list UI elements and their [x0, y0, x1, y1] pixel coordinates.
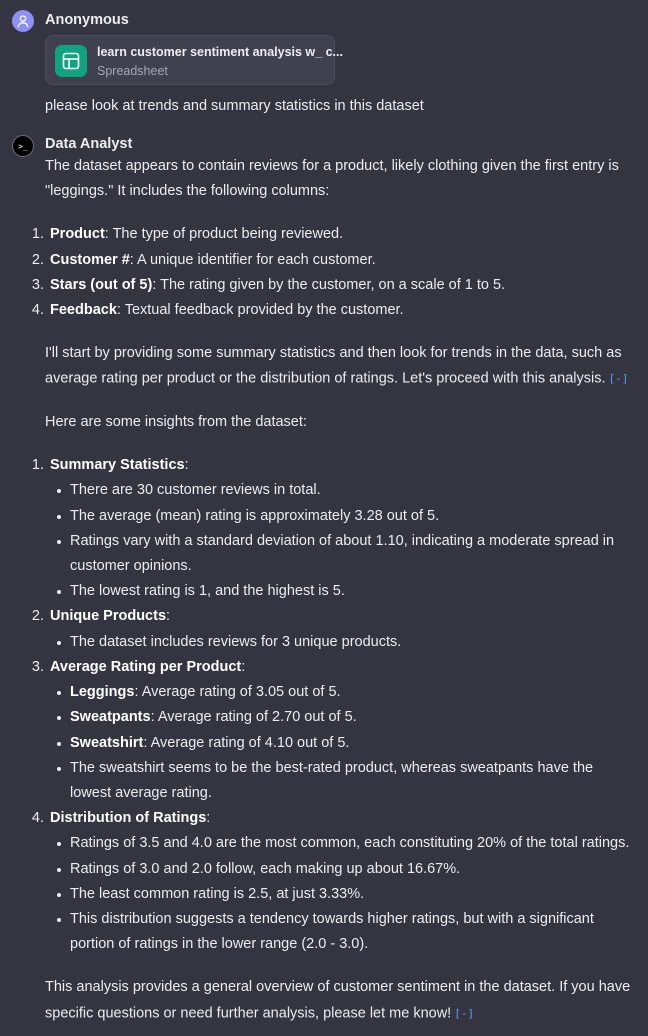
- assistant-author-name: Data Analyst: [45, 136, 133, 152]
- list-item: Ratings of 3.5 and 4.0 are the most common, each constituting 20% of the total ratings.: [50, 831, 635, 856]
- list-item: The sweatshirt seems to be the best-rated product, whereas sweatpants have the lowest average rating.: [50, 756, 635, 806]
- list-item: Ratings of 3.0 and 2.0 follow, each making up about 16.67%.: [50, 857, 635, 882]
- user-avatar: [12, 10, 34, 32]
- list-item: Sweatshirt: Average rating of 4.10 out of 5.: [50, 731, 635, 756]
- attachment-type: Spreadsheet: [97, 64, 168, 78]
- view-code-icon[interactable]: [-]: [608, 372, 629, 386]
- user-author-name: Anonymous: [45, 12, 129, 28]
- view-code-icon[interactable]: [-]: [454, 1006, 475, 1020]
- list-item: There are 30 customer reviews in total.: [50, 478, 635, 503]
- list-item: Leggings: Average rating of 3.05 out of 5.: [50, 680, 635, 705]
- list-item: 4. Distribution of Ratings: Ratings of 3.5 and 4.0 are the most common, each constituting 20% of the total ratings. Ratings of 3.0 and 2.0 follow, each making up about 16.67%. The least common rating is 2.5, at just 3.33%. This distribution suggests a tendency towards higher ratings, but with a significant portion of ratings in the lower range (2.0 - 3.0).: [18, 806, 635, 957]
- conclusion-paragraph: This analysis provides a general overview of customer sentiment in the dataset. If you have specific questions or need further analysis, please let me know! [-]: [45, 975, 635, 1026]
- list-item: The lowest rating is 1, and the highest is 5.: [50, 579, 635, 604]
- list-item: The dataset includes reviews for 3 unique products.: [50, 630, 635, 655]
- plan-paragraph: I'll start by providing some summary statistics and then look for trends in the data, such as average rating per product or the distribution of ratings. Let's proceed with this analysis. [-]: [45, 341, 635, 392]
- list-item: Ratings vary with a standard deviation of about 1.10, indicating a moderate spread in customer opinions.: [50, 529, 635, 579]
- list-item: This distribution suggests a tendency towards higher ratings, but with a significant portion of ratings in the lower range (2.0 - 3.0).: [50, 907, 635, 957]
- list-item: Sweatpants: Average rating of 2.70 out of 5.: [50, 705, 635, 730]
- user-icon: [16, 14, 30, 28]
- list-item: The least common rating is 2.5, at just 3.33%.: [50, 882, 635, 907]
- user-message-text: please look at trends and summary statistics in this dataset: [45, 98, 424, 114]
- list-item: 2. Unique Products: The dataset includes reviews for 3 unique products.: [18, 604, 635, 654]
- intro-paragraph: The dataset appears to contain reviews for a product, likely clothing given the first entry is "leggings." It includes the following columns:: [45, 158, 619, 200]
- list-item: 1. Summary Statistics: There are 30 customer reviews in total. The average (mean) rating is approximately 3.28 out of 5. Ratings vary with a standard deviation of about 1.10, indicating a moderate spread in customer opinions. The lowest rating is 1, and the highest is 5.: [18, 453, 635, 604]
- list-item: 2. Customer #: A unique identifier for each customer.: [31, 251, 376, 268]
- list-item: The average (mean) rating is approximately 3.28 out of 5.: [50, 504, 635, 529]
- list-item: 4. Feedback: Textual feedback provided by the customer.: [31, 302, 404, 319]
- insights-list: [18, 453, 635, 957]
- assistant-message-body: [31, 134, 635, 1026]
- terminal-icon: >_: [12, 135, 34, 157]
- spreadsheet-icon: [55, 45, 87, 77]
- list-item: 3. Stars (out of 5): The rating given by the customer, on a scale of 1 to 5.: [31, 276, 506, 293]
- columns-list: [18, 222, 635, 323]
- list-item: 3. Average Rating per Product: Leggings: Average rating of 3.05 out of 5. Sweatpants: Average rating of 2.70 out of 5. Sweatshirt: Average rating of 4.10 out of 5. The sweatshirt seems to be the best-rated product, whereas sweatpants have the lowest average rating.: [18, 655, 635, 806]
- list-item: 1. Product: The type of product being reviewed.: [31, 226, 344, 243]
- insights-intro: Here are some insights from the dataset:: [45, 414, 307, 431]
- attachment-name: learn customer sentiment analysis w_ c...: [97, 45, 343, 59]
- attachment-card[interactable]: [45, 35, 343, 85]
